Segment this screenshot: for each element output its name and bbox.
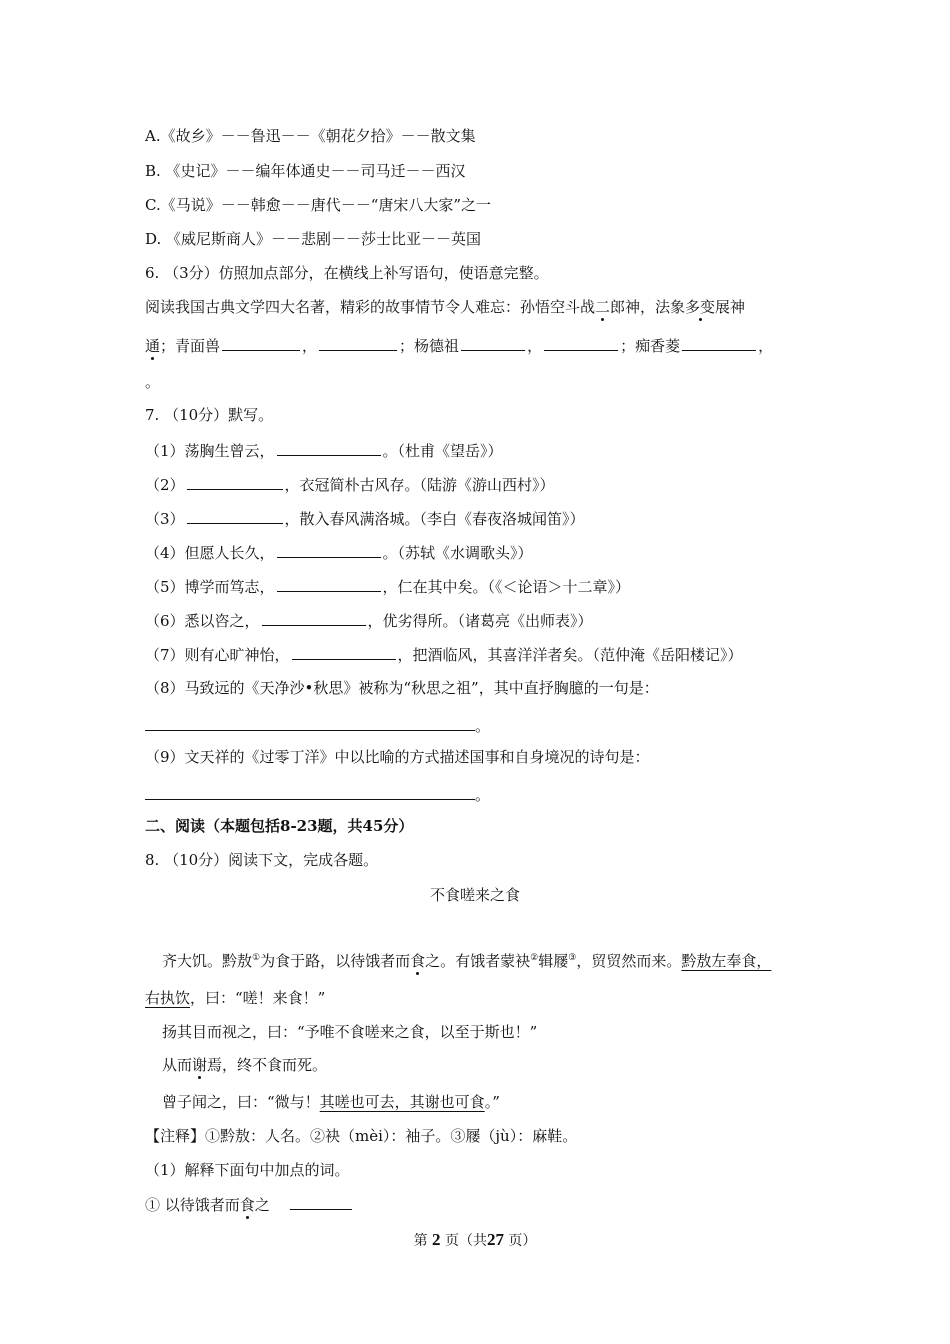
q7-item-4: （4）但愿人长久， 。（苏轼《水调歌头》）: [145, 544, 533, 562]
q7-item-7: （7）则有心旷神怡， ，把酒临风，其喜洋洋者矣。（范仲淹《岳阳楼记》）: [145, 646, 743, 664]
q5-option-d: D. 《威尼斯商人》－－悲剧－－莎士比亚－－英国: [145, 230, 482, 248]
q7-item-2: （2） ，衣冠简朴古风存。（陆游《游山西村》）: [145, 476, 555, 494]
answer-blank[interactable]: [187, 474, 283, 490]
q7-item-6: （6）悉以咨之， ，优劣得所。（诸葛亮《出师表》）: [145, 612, 593, 630]
q6-end: 。: [145, 373, 161, 391]
page-footer: 第 2 页（共27 页）: [413, 1230, 537, 1249]
answer-blank[interactable]: [145, 715, 475, 731]
answer-blank[interactable]: [319, 335, 397, 351]
q5-option-a: A.《故乡》－－鲁迅－－《朝花夕拾》－－散文集: [145, 127, 476, 145]
q7-item-8-answer: 。: [145, 715, 490, 736]
dotted-phrase-2: 法象多变展神: [655, 298, 746, 316]
answer-blank[interactable]: [262, 610, 366, 626]
answer-blank[interactable]: [292, 644, 396, 660]
passage-paragraph-1: 齐大饥。黔敖①为食于路，以待饿者而食之。有饿者蒙袂②辑屦③，贸贸然而来。黔敖左奉食，: [162, 952, 772, 970]
q7-item-9: （9）文天祥的《过零丁洋》中以比喻的方式描述国事和自身境况的诗句是：: [145, 748, 650, 766]
q5-option-c: C.《马说》－－韩愈－－唐代－－“唐宋八大家”之一: [145, 196, 492, 214]
answer-blank[interactable]: [187, 508, 283, 524]
passage-notes: 【注释】①黔敖：人名。②袂（mèi）：袖子。③屦（jù）：麻鞋。: [145, 1127, 578, 1145]
answer-blank[interactable]: [461, 335, 525, 351]
underlined-sentence: 其嗟也可去，其谢也可食: [319, 1093, 485, 1111]
q7-item-8: （8）马致远的《天净沙•秋思》被称为“秋思之祖”，其中直抒胸臆的一句是：: [145, 679, 659, 697]
answer-blank[interactable]: [682, 335, 756, 351]
answer-blank[interactable]: [277, 542, 381, 558]
passage-title: 不食嗟来之食: [429, 886, 520, 904]
answer-blank[interactable]: [277, 440, 381, 456]
answer-blank[interactable]: [222, 335, 300, 351]
q7-item-1: （1）荡胸生曾云， 。（杜甫《望岳》）: [145, 442, 503, 460]
answer-blank[interactable]: [145, 784, 475, 800]
q7-item-3: （3） ，散入春风满洛城。（李白《春夜洛城闻笛》）: [145, 510, 585, 528]
answer-blank[interactable]: [277, 576, 381, 592]
q5-option-b: B. 《史记》－－编年体通史－－司马迁－－西汉: [145, 162, 466, 180]
q8-title: 8. （10分）阅读下文，完成各题。: [145, 851, 379, 869]
q8-sub1-title: （1）解释下面句中加点的词。: [145, 1161, 350, 1179]
answer-blank[interactable]: [290, 1194, 352, 1210]
underlined-sentence: 黔敖左奉食，: [681, 952, 772, 970]
passage-paragraph-1-cont: 右执饮，曰：“嗟！来食！”: [145, 989, 326, 1007]
q6-line1: 阅读我国古典文学四大名著，精彩的故事情节令人难忘：孙悟空斗战二郎神，法象多变展神: [145, 298, 746, 316]
dotted-phrase-3: 通: [145, 337, 161, 355]
passage-paragraph-3: 从而谢焉，终不食而死。: [162, 1056, 328, 1074]
answer-blank[interactable]: [544, 335, 618, 351]
underlined-sentence: 右执饮: [145, 989, 191, 1007]
q7-item-5: （5）博学而笃志， ，仁在其中矣。（《＜论语＞十二章》）: [145, 578, 631, 596]
q6-title: 6. （3分）仿照加点部分，在横线上补写语句，使语意完整。: [145, 264, 549, 282]
q8-sub1-item: ① 以待饿者而食之: [145, 1194, 354, 1215]
passage-paragraph-2: 扬其目而视之，曰：“予唯不食嗟来之食，以至于斯也！”: [162, 1023, 538, 1041]
q7-title: 7. （10分）默写。: [145, 406, 274, 424]
passage-paragraph-4: 曾子闻之，曰：“微与！其嗟也可去，其谢也可食。”: [162, 1093, 500, 1111]
section-heading: 二、阅读（本题包括8-23题，共45分）: [145, 817, 414, 835]
dotted-phrase-1: 斗战二郎神: [565, 298, 641, 316]
q7-item-9-answer: 。: [145, 784, 490, 805]
q6-line2: 通；青面兽 ， ；杨德祖 ， ；痴香菱 ，: [145, 337, 774, 355]
